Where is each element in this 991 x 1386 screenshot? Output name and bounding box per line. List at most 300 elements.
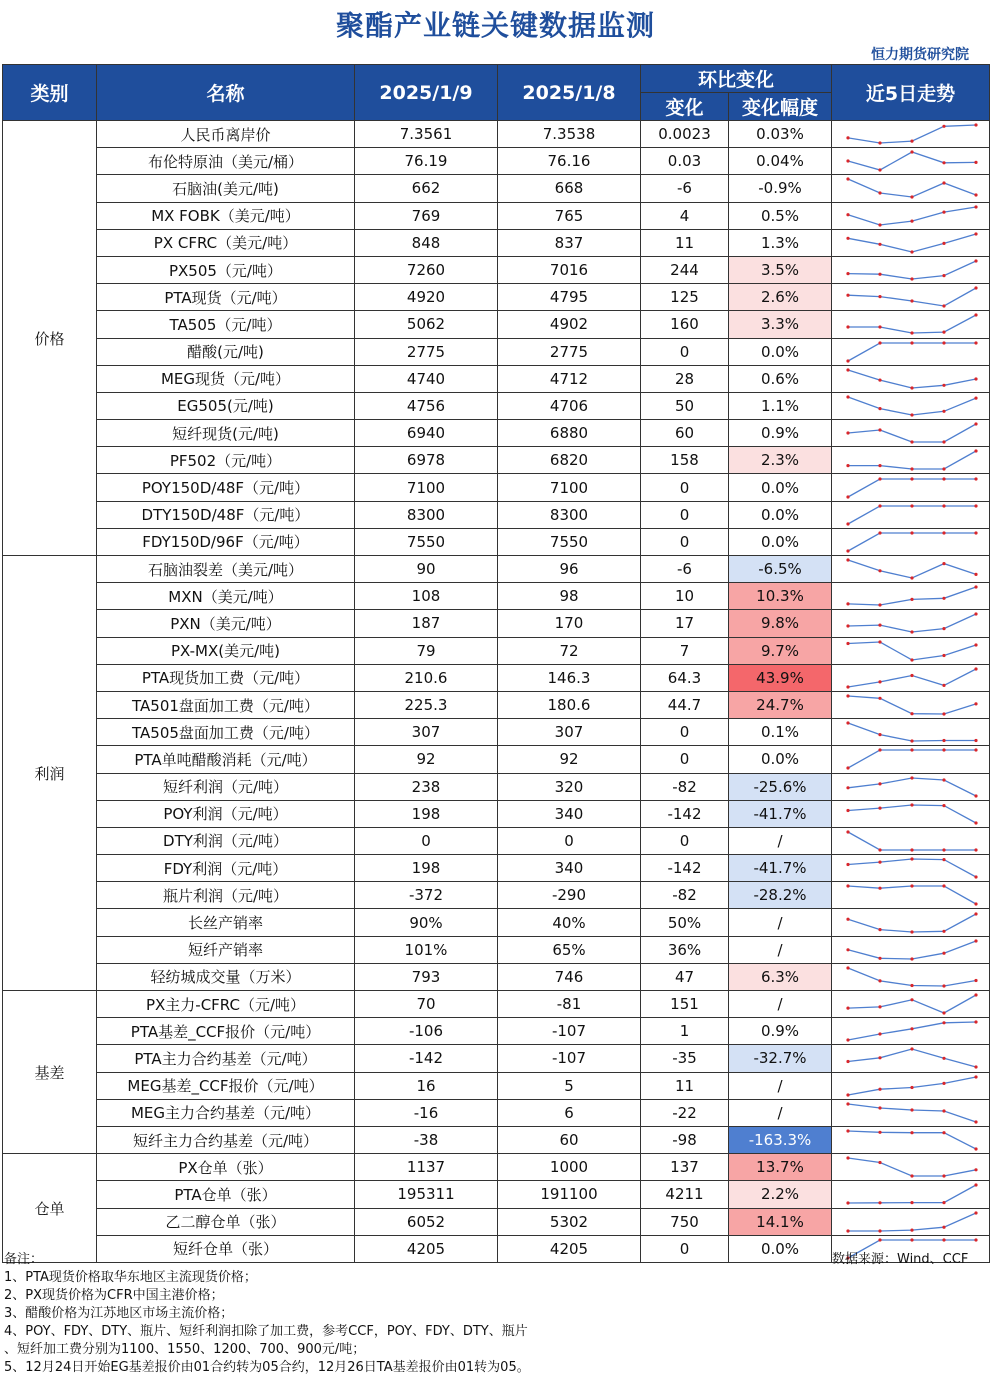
sparkline-series	[848, 1104, 976, 1122]
trend-sparkline-cell	[832, 365, 990, 392]
value-date1-cell: -142	[355, 1045, 498, 1072]
trend-sparkline-cell	[832, 773, 990, 800]
trend-sparkline	[832, 964, 990, 990]
table-row	[3, 991, 990, 1018]
value-date2-cell: 5	[498, 1072, 641, 1099]
sparkline-point	[878, 1161, 881, 1164]
pct-change-cell: 10.3%	[729, 583, 832, 610]
name-cell: MXN（美元/吨）	[97, 583, 355, 610]
sparkline-point	[910, 300, 913, 303]
change-cell: 0	[641, 338, 729, 365]
sparkline-point	[942, 468, 945, 471]
pct-change-cell: 14.1%	[729, 1208, 832, 1235]
sparkline-series	[848, 642, 976, 660]
sparkline-series	[848, 1022, 976, 1040]
sparkline-point	[846, 830, 849, 833]
table-row	[3, 148, 990, 175]
change-cell: 0	[641, 1235, 729, 1262]
trend-sparkline-cell	[832, 610, 990, 637]
name-cell: MEG现货（元/吨）	[97, 365, 355, 392]
sparkline-point	[878, 407, 881, 410]
pct-change-cell: -0.9%	[729, 175, 832, 202]
value-date1-cell: 108	[355, 583, 498, 610]
value-date1-cell: 198	[355, 800, 498, 827]
sparkline-point	[942, 441, 945, 444]
trend-sparkline	[832, 1100, 990, 1126]
name-cell: PX仓单（张）	[97, 1154, 355, 1181]
table-row	[3, 1099, 990, 1126]
sparkline-point	[942, 627, 945, 630]
value-date1-cell: 238	[355, 773, 498, 800]
value-date1-cell: 79	[355, 637, 498, 664]
sparkline-point	[942, 1081, 945, 1084]
sparkline-series	[848, 968, 976, 986]
trend-sparkline-cell	[832, 1208, 990, 1235]
sparkline-point	[974, 259, 977, 262]
trend-sparkline	[832, 529, 990, 555]
trend-sparkline	[832, 475, 990, 501]
table-row	[3, 583, 990, 610]
data-source: 数据来源：Wind、CCF	[832, 1252, 969, 1267]
trend-sparkline-cell	[832, 392, 990, 419]
pct-change-cell: 0.04%	[729, 148, 832, 175]
sparkline-point	[846, 642, 849, 645]
sparkline-point	[974, 450, 977, 453]
sparkline-point	[974, 613, 977, 616]
sparkline-point	[942, 341, 945, 344]
pct-change-cell: /	[729, 936, 832, 963]
change-cell: 50	[641, 392, 729, 419]
table-row	[3, 664, 990, 691]
trend-sparkline	[832, 257, 990, 283]
pct-change-cell: -32.7%	[729, 1045, 832, 1072]
trend-sparkline	[832, 284, 990, 310]
pct-change-cell: 6.3%	[729, 963, 832, 990]
sparkline-point	[878, 640, 881, 643]
pct-change-cell: 0.6%	[729, 365, 832, 392]
sparkline-point	[910, 531, 913, 534]
value-date2-cell: 320	[498, 773, 641, 800]
sparkline-point	[846, 294, 849, 297]
sparkline-point	[878, 1202, 881, 1205]
trend-sparkline-cell	[832, 691, 990, 718]
trend-sparkline-cell	[832, 1018, 990, 1045]
change-cell: 10	[641, 583, 729, 610]
trend-sparkline-cell	[832, 800, 990, 827]
trend-sparkline	[832, 610, 990, 636]
table-row	[3, 175, 990, 202]
notes	[4, 1251, 824, 1377]
sparkline-point	[974, 232, 977, 235]
sparkline-point	[974, 161, 977, 164]
trend-sparkline-cell	[832, 556, 990, 583]
sparkline-point	[910, 998, 913, 1001]
sparkline-point	[974, 573, 977, 576]
value-date1-cell: 4920	[355, 284, 498, 311]
sparkline-point	[974, 423, 977, 426]
trend-sparkline	[832, 121, 990, 147]
pct-change-cell: 2.3%	[729, 447, 832, 474]
trend-sparkline-cell	[832, 229, 990, 256]
table-row	[3, 719, 990, 746]
table-row	[3, 827, 990, 854]
change-cell: 0	[641, 719, 729, 746]
value-date1-cell: 6052	[355, 1208, 498, 1235]
sparkline-point	[974, 1168, 977, 1171]
table-row	[3, 447, 990, 474]
sparkline-point	[878, 341, 881, 344]
sparkline-point	[910, 1086, 913, 1089]
sparkline-point	[846, 1007, 849, 1010]
data-table	[2, 64, 990, 1263]
change-cell: 4	[641, 202, 729, 229]
sparkline-point	[846, 368, 849, 371]
note-line: 5、12月24日开始EG基差报价由01合约转为05合约，12月26日TA基差报价由01转为05。	[4, 1360, 530, 1375]
trend-sparkline	[832, 366, 990, 392]
sparkline-point	[974, 123, 977, 126]
sparkline-point	[942, 562, 945, 565]
value-date1-cell: -106	[355, 1018, 498, 1045]
value-date1-cell: 210.6	[355, 664, 498, 691]
trend-sparkline	[832, 746, 990, 772]
trend-sparkline	[832, 855, 990, 881]
change-cell: 1	[641, 1018, 729, 1045]
value-date2-cell: 5302	[498, 1208, 641, 1235]
change-cell: -6	[641, 556, 729, 583]
change-cell: 50%	[641, 909, 729, 936]
sparkline-point	[942, 1175, 945, 1178]
trend-sparkline-cell	[832, 719, 990, 746]
pct-change-cell: /	[729, 1072, 832, 1099]
header-name: 名称	[97, 65, 355, 121]
change-cell: 151	[641, 991, 729, 1018]
pct-change-cell: 0.0%	[729, 528, 832, 555]
header-category: 类别	[3, 65, 97, 121]
value-date2-cell: 72	[498, 637, 641, 664]
sparkline-point	[974, 377, 977, 380]
value-date2-cell: 98	[498, 583, 641, 610]
value-date2-cell: 668	[498, 175, 641, 202]
sparkline-series	[848, 179, 976, 197]
sparkline-point	[942, 504, 945, 507]
value-date1-cell: 4205	[355, 1235, 498, 1262]
table-body	[3, 121, 990, 1263]
table-row	[3, 637, 990, 664]
value-date1-cell: -16	[355, 1099, 498, 1126]
sparkline-point	[910, 441, 913, 444]
sparkline-point	[974, 1211, 977, 1214]
sparkline-point	[878, 1229, 881, 1232]
value-date2-cell: 60	[498, 1126, 641, 1153]
value-date1-cell: 90	[355, 556, 498, 583]
pct-change-cell: 0.03%	[729, 121, 832, 148]
sparkline-series	[848, 479, 976, 497]
value-date2-cell: 746	[498, 963, 641, 990]
name-cell: 醋酸(元/吨)	[97, 338, 355, 365]
value-date1-cell: 2775	[355, 338, 498, 365]
sparkline-point	[910, 848, 913, 851]
table-row	[3, 936, 990, 963]
header-mom: 环比变化	[641, 65, 832, 93]
change-cell: -82	[641, 773, 729, 800]
header-pct: 变化幅度	[729, 93, 832, 121]
trend-sparkline	[832, 1181, 990, 1207]
sparkline-point	[846, 625, 849, 628]
sparkline-point	[910, 740, 913, 743]
sparkline-point	[942, 1021, 945, 1024]
sparkline-series	[848, 750, 976, 768]
trend-sparkline	[832, 583, 990, 609]
sparkline-point	[846, 432, 849, 435]
value-date2-cell: 6880	[498, 420, 641, 447]
trend-sparkline-cell	[832, 528, 990, 555]
sparkline-point	[846, 326, 849, 329]
pct-change-cell: /	[729, 827, 832, 854]
sparkline-series	[848, 261, 976, 279]
sparkline-point	[974, 903, 977, 906]
sparkline-point	[942, 739, 945, 742]
trend-sparkline	[832, 991, 990, 1017]
table-row	[3, 1018, 990, 1045]
change-cell: 0	[641, 474, 729, 501]
sparkline-point	[878, 956, 881, 959]
trend-sparkline-cell	[832, 1099, 990, 1126]
sparkline-point	[942, 477, 945, 480]
sparkline-point	[974, 586, 977, 589]
sparkline-point	[974, 504, 977, 507]
name-cell: TA505盘面加工费（元/吨）	[97, 719, 355, 746]
sparkline-point	[974, 749, 977, 752]
sparkline-point	[878, 1033, 881, 1036]
trend-sparkline	[832, 1073, 990, 1099]
note-line: 3、醋酸价格为江苏地区市场主流价格；	[4, 1306, 234, 1321]
sparkline-point	[910, 332, 913, 335]
name-cell: PTA基差_CCF报价（元/吨）	[97, 1018, 355, 1045]
trend-sparkline-cell	[832, 855, 990, 882]
trend-sparkline	[832, 311, 990, 337]
header-date1: 2025/1/9	[355, 65, 498, 121]
change-cell: 0.03	[641, 148, 729, 175]
sparkline-point	[942, 951, 945, 954]
sparkline-series	[848, 560, 976, 578]
value-date2-cell: 96	[498, 556, 641, 583]
sparkline-point	[846, 966, 849, 969]
sparkline-point	[942, 531, 945, 534]
sparkline-point	[942, 654, 945, 657]
value-date1-cell: 307	[355, 719, 498, 746]
sparkline-series	[848, 1049, 976, 1067]
value-date2-cell: 340	[498, 800, 641, 827]
pct-change-cell: 3.3%	[729, 311, 832, 338]
pct-change-cell: 0.0%	[729, 474, 832, 501]
sparkline-point	[974, 1238, 977, 1241]
sparkline-point	[878, 1238, 881, 1241]
sparkline-point	[846, 722, 849, 725]
sparkline-point	[910, 631, 913, 634]
trend-sparkline	[832, 175, 990, 201]
sparkline-point	[942, 1201, 945, 1204]
sparkline-point	[942, 858, 945, 861]
sparkline-series	[848, 234, 976, 252]
sparkline-point	[942, 331, 945, 334]
sparkline-point	[846, 685, 849, 688]
sparkline-series	[848, 424, 976, 442]
name-cell: MEG基差_CCF报价（元/吨）	[97, 1072, 355, 1099]
sparkline-point	[910, 930, 913, 933]
sparkline-point	[910, 885, 913, 888]
value-date1-cell: 198	[355, 855, 498, 882]
name-cell: PX主力-CFRC（元/吨）	[97, 991, 355, 1018]
sparkline-point	[910, 658, 913, 661]
sparkline-point	[910, 1048, 913, 1051]
sparkline-point	[974, 643, 977, 646]
value-date2-cell: 6	[498, 1099, 641, 1126]
name-cell: EG505(元/吨)	[97, 392, 355, 419]
sparkline-point	[846, 495, 849, 498]
sparkline-point	[942, 383, 945, 386]
table-row	[3, 746, 990, 773]
name-cell: PXN（美元/吨）	[97, 610, 355, 637]
value-date2-cell: 180.6	[498, 691, 641, 718]
sparkline-point	[846, 522, 849, 525]
sparkline-point	[878, 861, 881, 864]
value-date1-cell: 90%	[355, 909, 498, 936]
table-row	[3, 311, 990, 338]
table-row	[3, 501, 990, 528]
pct-change-cell: 9.8%	[729, 610, 832, 637]
value-date1-cell: 793	[355, 963, 498, 990]
sparkline-series	[848, 506, 976, 524]
sparkline-point	[910, 504, 913, 507]
sparkline-point	[910, 196, 913, 199]
value-date1-cell: 195311	[355, 1181, 498, 1208]
sparkline-point	[846, 178, 849, 181]
table-row	[3, 1208, 990, 1235]
sparkline-series	[848, 370, 976, 388]
sparkline-point	[974, 194, 977, 197]
sparkline-point	[846, 1157, 849, 1160]
sparkline-point	[846, 237, 849, 240]
sparkline-point	[878, 848, 881, 851]
value-date1-cell: 92	[355, 746, 498, 773]
name-cell: PTA现货（元/吨）	[97, 284, 355, 311]
value-date1-cell: 225.3	[355, 691, 498, 718]
sparkline-point	[942, 1011, 945, 1014]
trend-sparkline	[832, 665, 990, 691]
sparkline-point	[878, 782, 881, 785]
trend-sparkline-cell	[832, 284, 990, 311]
sparkline-series	[848, 288, 976, 306]
change-cell: -142	[641, 800, 729, 827]
change-cell: 44.7	[641, 691, 729, 718]
sparkline-point	[942, 749, 945, 752]
sparkline-point	[910, 749, 913, 752]
sparkline-point	[878, 141, 881, 144]
sparkline-point	[942, 210, 945, 213]
trend-sparkline-cell	[832, 420, 990, 447]
name-cell: DTY利润（元/吨）	[97, 827, 355, 854]
value-date2-cell: 92	[498, 746, 641, 773]
value-date1-cell: 662	[355, 175, 498, 202]
pct-change-cell: 0.0%	[729, 338, 832, 365]
sparkline-point	[846, 694, 849, 697]
name-cell: FDY150D/96F（元/吨）	[97, 528, 355, 555]
sparkline-point	[910, 858, 913, 861]
trend-sparkline	[832, 339, 990, 365]
trend-sparkline-cell	[832, 882, 990, 909]
table-row	[3, 256, 990, 283]
table-row	[3, 1072, 990, 1099]
name-cell: PX-MX(美元/吨)	[97, 637, 355, 664]
sparkline-point	[846, 213, 849, 216]
sparkline-point	[974, 1066, 977, 1069]
change-cell: 0	[641, 746, 729, 773]
change-cell: -35	[641, 1045, 729, 1072]
name-cell: 短纤仓单（张）	[97, 1235, 355, 1262]
pct-change-cell: 1.1%	[729, 392, 832, 419]
sparkline-series	[848, 805, 976, 823]
sparkline-point	[910, 1238, 913, 1241]
sparkline-point	[910, 250, 913, 253]
sparkline-point	[974, 939, 977, 942]
value-date2-cell: 340	[498, 855, 641, 882]
name-cell: 石脑油裂差（美元/吨）	[97, 556, 355, 583]
sparkline-series	[848, 397, 976, 415]
sparkline-point	[942, 929, 945, 932]
sparkline-point	[878, 223, 881, 226]
sparkline-series	[848, 669, 976, 687]
table-row	[3, 1181, 990, 1208]
sparkline-point	[878, 169, 881, 172]
sparkline-point	[942, 597, 945, 600]
table-row	[3, 773, 990, 800]
sparkline-series	[848, 696, 976, 714]
value-date2-cell: -81	[498, 991, 641, 1018]
sparkline-point	[878, 624, 881, 627]
trend-sparkline-cell	[832, 256, 990, 283]
sparkline-point	[974, 1021, 977, 1024]
value-date1-cell: 769	[355, 202, 498, 229]
trend-sparkline-cell	[832, 148, 990, 175]
sparkline-point	[878, 979, 881, 982]
change-cell: 158	[641, 447, 729, 474]
sparkline-point	[846, 395, 849, 398]
change-cell: 0	[641, 501, 729, 528]
sparkline-point	[942, 885, 945, 888]
pct-change-cell: 2.6%	[729, 284, 832, 311]
sparkline-series	[848, 723, 976, 741]
value-date1-cell: 848	[355, 229, 498, 256]
note-line: 1、PTA现货价格取华东地区主流现货价格；	[4, 1270, 257, 1285]
sparkline-point	[942, 242, 945, 245]
value-date1-cell: 16	[355, 1072, 498, 1099]
sparkline-point	[910, 1027, 913, 1030]
sparkline-point	[846, 885, 849, 888]
sparkline-point	[942, 161, 945, 164]
sparkline-point	[974, 205, 977, 208]
sparkline-series	[848, 343, 976, 361]
value-date1-cell: 4740	[355, 365, 498, 392]
value-date2-cell: 307	[498, 719, 641, 746]
sparkline-point	[942, 848, 945, 851]
name-cell: FDY利润（元/吨）	[97, 855, 355, 882]
sparkline-point	[942, 984, 945, 987]
sparkline-point	[846, 558, 849, 561]
sparkline-point	[846, 136, 849, 139]
sparkline-point	[910, 1131, 913, 1134]
category-cell: 仓单	[3, 1154, 97, 1263]
sparkline-point	[974, 287, 977, 290]
